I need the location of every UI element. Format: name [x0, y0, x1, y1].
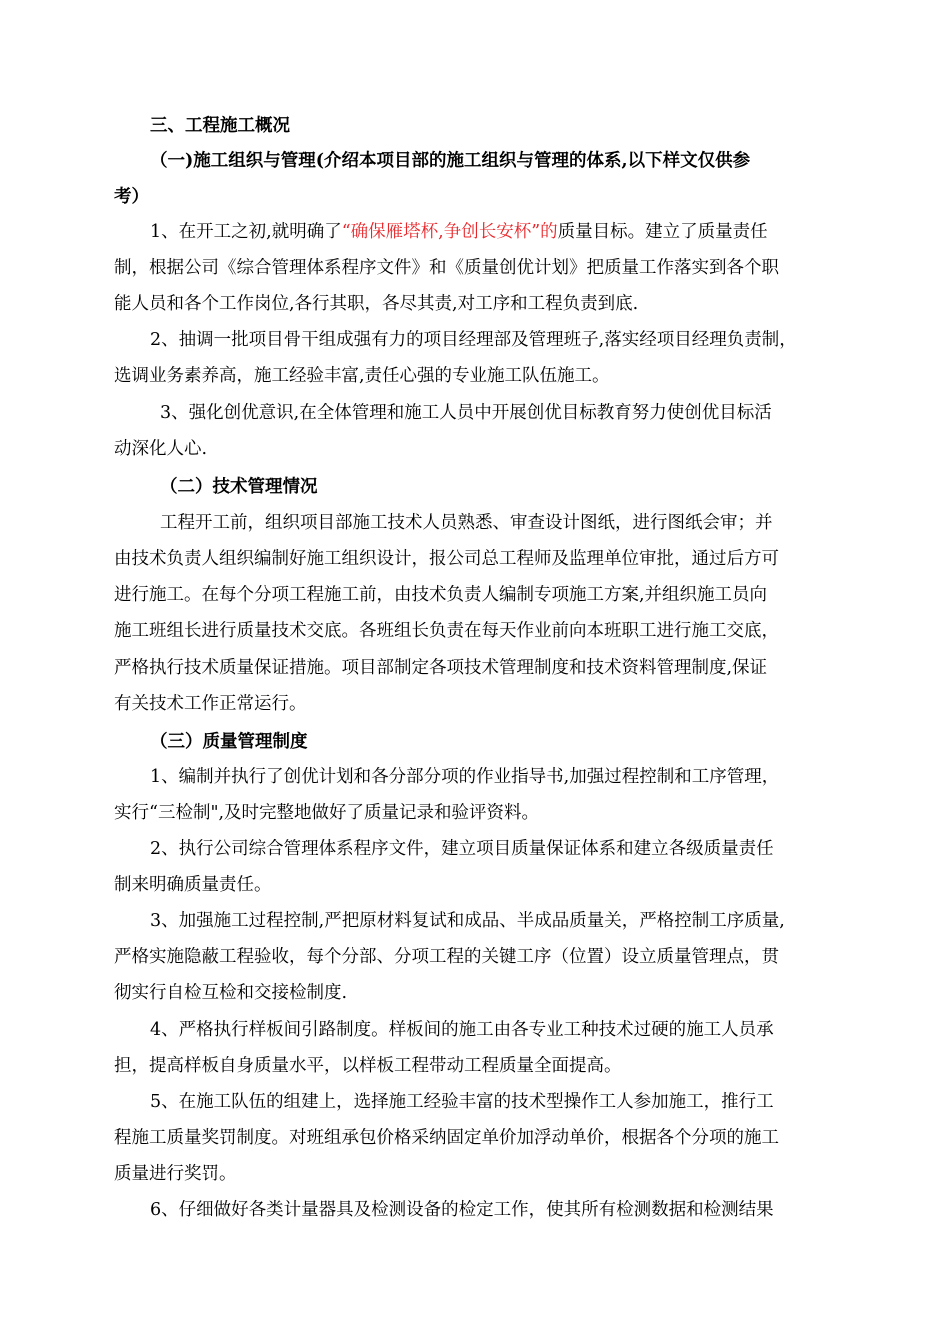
paragraph-line: 工程开工前，组织项目部施工技术人员熟悉、审查设计图纸，进行图纸会审；并 [160, 513, 773, 533]
text-run: 质量目标。建立了质量责任 [557, 222, 768, 242]
quality-goal-highlight: “确保雁塔杯,争创长安杯”的 [341, 222, 558, 242]
paragraph-line: 严格执行技术质量保证措施。项目部制定各项技术管理制度和技术资料管理制度,保证 [114, 658, 768, 678]
subsection-title-3: （三）质量管理制度 [150, 732, 308, 752]
paragraph-line: 4、严格执行样板间引路制度。样板间的施工由各专业工种技术过硬的施工人员承 [150, 1020, 774, 1040]
paragraph-line: 程施工质量奖罚制度。对班组承包价格采纳固定单价加浮动单价，根据各个分项的施工 [114, 1128, 779, 1148]
text-run: 1、在开工之初,就明确了 [150, 222, 342, 242]
section-heading: 三、工程施工概况 [150, 116, 290, 136]
paragraph-line: 质量进行奖罚。 [114, 1164, 237, 1184]
paragraph-line: 有关技术工作正常运行。 [114, 694, 307, 714]
paragraph-line: 能人员和各个工作岗位,各行其职，各尽其责,对工序和工程负责到底. [114, 294, 639, 314]
paragraph-line: 选调业务素养高，施工经验丰富,责任心强的专业施工队伍施工。 [114, 366, 610, 386]
paragraph-line [150, 220, 768, 244]
paragraph-line: 6、仔细做好各类计量器具及检测设备的检定工作，使其所有检测数据和检测结果 [150, 1200, 774, 1220]
paragraph-line: 2、抽调一批项目骨干组成强有力的项目经理部及管理班子,落实经项目经理负责制， [150, 330, 797, 350]
paragraph-line: 施工班组长进行质量技术交底。各班组长负责在每天作业前向本班职工进行施工交底， [114, 621, 779, 641]
paragraph-line: 动深化人心. [114, 439, 208, 459]
subsection-title-1: （一)施工组织与管理(介绍本项目部的施工组织与管理的体系,以下样文仅供参 [150, 151, 751, 171]
paragraph-line: 制来明确质量责任。 [114, 875, 272, 895]
paragraph-line: 担，提高样板自身质量水平，以样板工程带动工程质量全面提高。 [114, 1056, 622, 1076]
paragraph-line: 彻实行自检互检和交接检制度. [114, 983, 348, 1003]
paragraph-line: 5、在施工队伍的组建上，选择施工经验丰富的技术型操作工人参加施工，推行工 [150, 1092, 774, 1112]
paragraph-line: 制，根据公司《综合管理体系程序文件》和《质量创优计划》把质量工作落实到各个职 [114, 258, 779, 278]
paragraph-line: 3、强化创优意识,在全体管理和施工人员中开展创优目标教育努力使创优目标活 [160, 403, 772, 423]
paragraph-line: 进行施工。在每个分项工程施工前，由技术负责人编制专项施工方案,并组织施工员向 [114, 585, 768, 605]
subsection-title-1-cont: 考） [114, 187, 149, 207]
subsection-title-2: （二）技术管理情况 [160, 477, 318, 497]
paragraph-line: 1、编制并执行了创优计划和各分部分项的作业指导书,加强过程控制和工序管理， [150, 767, 780, 787]
paragraph-line: 严格实施隐蔽工程验收，每个分部、分项工程的关键工序（位置）设立质量管理点，贯 [114, 947, 779, 967]
paragraph-line: 实行“三检制",及时完整地做好了质量记录和验评资料。 [114, 803, 540, 823]
paragraph-line: 2、执行公司综合管理体系程序文件，建立项目质量保证体系和建立各级质量责任 [150, 839, 774, 859]
paragraph-line: 由技术负责人组织编制好施工组织设计，报公司总工程师及监理单位审批，通过后方可 [114, 549, 779, 569]
paragraph-line: 3、加强施工过程控制,严把原材料复试和成品、半成品质量关，严格控制工序质量, [150, 911, 785, 931]
